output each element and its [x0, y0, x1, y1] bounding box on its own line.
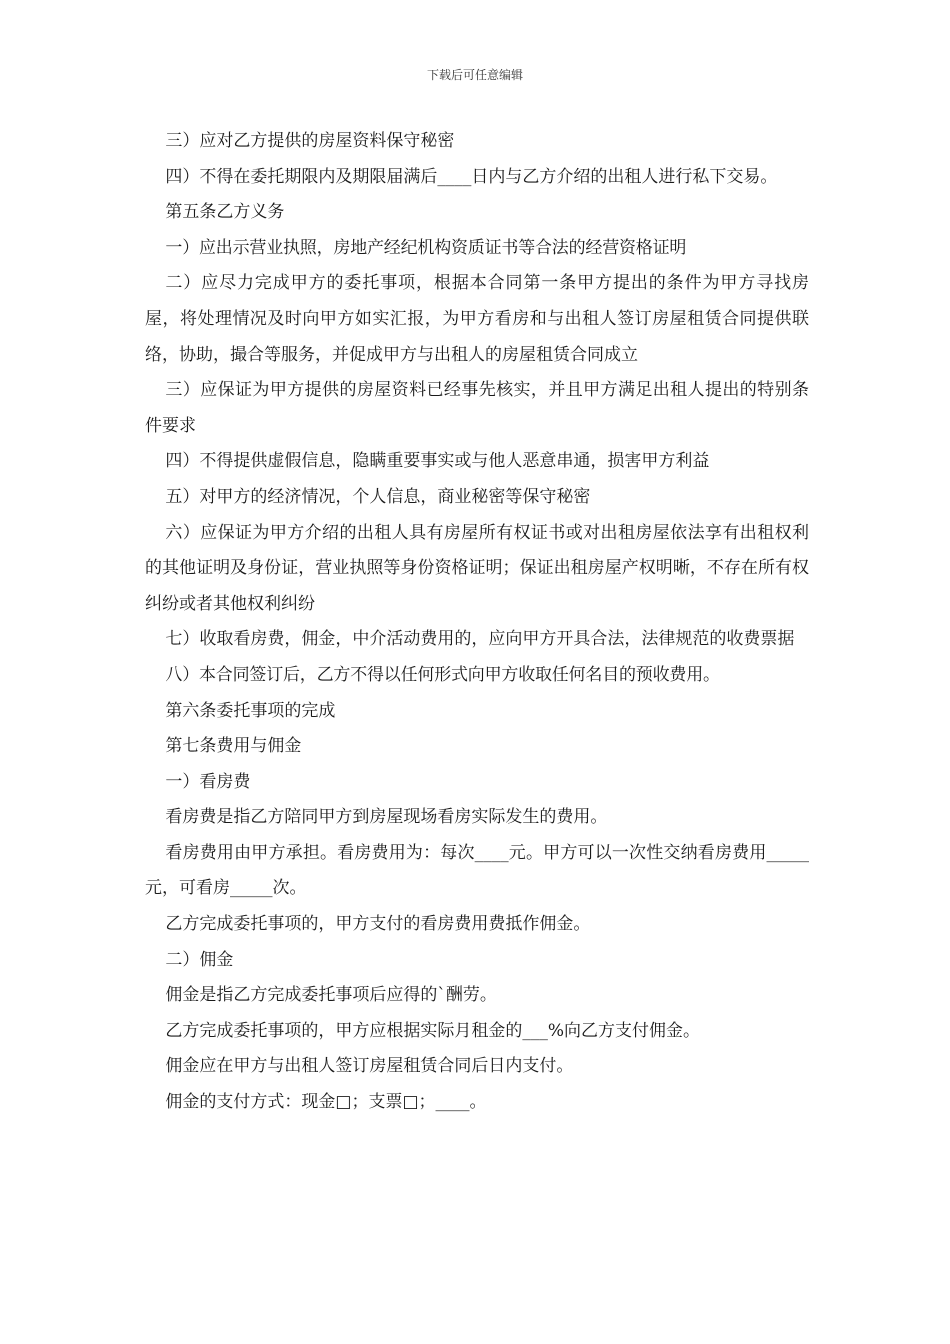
- paragraph: 佣金应在甲方与出租人签订房屋租赁合同后日内支付。: [165, 1056, 574, 1077]
- paragraph: 四）不得提供虚假信息，隐瞒重要事实或与他人恶意串通，损害甲方利益: [165, 451, 710, 472]
- paragraph: 四）不得在委托期限内及期限届满后____日内与乙方介绍的出租人进行私下交易。: [165, 166, 778, 187]
- paragraph: 六）应保证为甲方介绍的出租人具有房屋所有权证书或对出租房屋依法享有出租权利的其他证明及身份证，营业执照等身份资格证明；保证出租房屋产权明晰，不存在所有权纠纷或者其他权利纠纷: [145, 522, 809, 614]
- paragraph: 看房费是指乙方陪同甲方到房屋现场看房实际发生的费用。: [165, 807, 608, 828]
- paragraph: 看房费用由甲方承担。看房费用为：每次____元。甲方可以一次性交纳看房费用_____元，可看房_____次。: [145, 842, 809, 899]
- section-heading: 第七条费用与佣金: [165, 736, 302, 757]
- paragraph: 八）本合同签订后，乙方不得以任何形式向甲方收取任何名目的预收费用。: [165, 664, 720, 685]
- section-heading: 第五条乙方义务: [165, 202, 285, 223]
- paragraph: 三）应对乙方提供的房屋资料保守秘密: [165, 131, 455, 151]
- document-body: [145, 124, 809, 1121]
- paragraph: 一）看房费: [165, 771, 251, 792]
- paragraph: 乙方完成委托事项的，甲方应根据实际月租金的___%向乙方支付佣金。: [165, 1020, 701, 1041]
- paragraph: 二）佣金: [165, 949, 234, 970]
- paragraph: 佣金的支付方式：现金□；支票□；____。: [165, 1092, 487, 1113]
- paragraph: 三）应保证为甲方提供的房屋资料已经事先核实，并且甲方满足出租人提出的特别条件要求: [145, 380, 809, 436]
- paragraph: 佣金是指乙方完成委托事项后应得的`酬劳。: [165, 985, 497, 1006]
- paragraph: 二）应尽力完成甲方的委托事项，根据本合同第一条甲方提出的条件为甲方寻找房屋，将处理情况及时向甲方如实汇报，为甲方看房和与出租人签订房屋租赁合同提供联络，协助，撮合等服务，并促成甲方与出租人的房屋租赁合同成立: [145, 273, 809, 365]
- paragraph: 乙方完成委托事项的，甲方支付的看房费用费抵作佣金。: [165, 914, 591, 935]
- paragraph: 一）应出示营业执照，房地产经纪机构资质证书等合法的经营资格证明: [165, 237, 687, 258]
- paragraph: 七）收取看房费，佣金，中介活动费用的，应向甲方开具合法，法律规范的收费票据: [165, 629, 795, 650]
- page-header: 下载后可任意编辑: [426, 68, 523, 82]
- paragraph: 五）对甲方的经济情况，个人信息，商业秘密等保守秘密: [165, 486, 591, 507]
- section-heading: 第六条委托事项的完成: [165, 700, 336, 721]
